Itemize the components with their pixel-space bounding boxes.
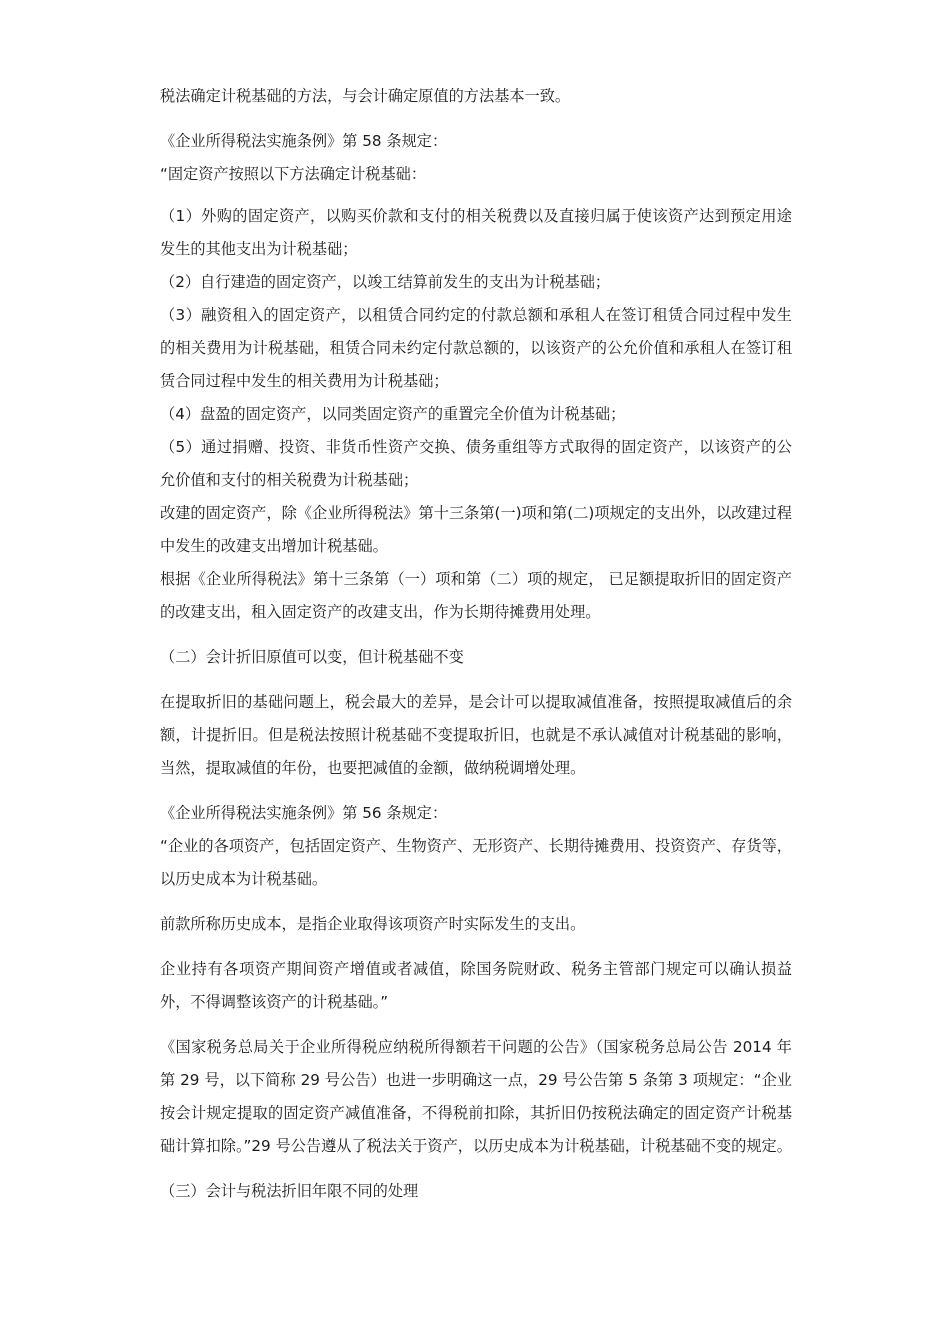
paragraph-12: 《企业所得税法实施条例》第 56 条规定： bbox=[160, 804, 448, 822]
spacer bbox=[160, 896, 792, 908]
paragraph-3: （1）外购的固定资产，以购买价款和支付的相关税费以及直接归属于使该资产达到预定用途发生的其他支出为计税基础； bbox=[160, 207, 792, 258]
document-body bbox=[160, 80, 792, 1208]
spacer bbox=[160, 674, 792, 686]
paragraph-14: 前款所称历史成本，是指企业取得该项资产时实际发生的支出。 bbox=[160, 915, 586, 933]
paragraph-5: （3）融资租入的固定资产，以租赁合同约定的付款总额和承租人在签订租赁合同过程中发生的相关费用为计税基础，租赁合同未约定付款总额的，以该资产的公允价值和承租人在签订租赁合同过程中发生的相关费用为计税基础； bbox=[160, 306, 792, 390]
paragraph-1: 《企业所得税法实施条例》第 58 条规定： bbox=[160, 132, 448, 150]
paragraph-9: 根据《企业所得税法》第十三条第（一）项和第（二）项的规定， 已足额提取折旧的固定资产的改建支出，租入固定资产的改建支出，作为长期待摊费用处理。 bbox=[160, 570, 792, 621]
section-heading-3: （三）会计与税法折旧年限不同的处理 bbox=[160, 1182, 419, 1200]
spacer bbox=[160, 941, 792, 953]
spacer bbox=[160, 113, 792, 125]
spacer bbox=[160, 191, 792, 200]
paragraph-8: 改建的固定资产，除《企业所得税法》第十三条第(一)项和第(二)项规定的支出外，以改建过程中发生的改建支出增加计税基础。 bbox=[160, 504, 792, 555]
paragraph-0: 税法确定计税基础的方法，与会计确定原值的方法基本一致。 bbox=[160, 87, 571, 105]
paragraph-16: 《国家税务总局关于企业所得税应纳税所得额若干问题的公告》（国家税务总局公告 2014 年第 29 号，以下简称 29 号公告）也进一步明确这一点，29 号公告第 5 条第 3 项规定：“企业按会计规定提取的固定资产减值准备，不得税前扣除，其折旧仍按税法确定的固定资产计税基础计算扣除。”29 号公告遵从了税法关于资产，以历史成本为计税基础，计税基础不变的规定。 bbox=[160, 1038, 792, 1155]
spacer bbox=[160, 629, 792, 641]
paragraph-11: 在提取折旧的基础问题上，税会最大的差异，是会计可以提取减值准备，按照提取减值后的余额，计提折旧。但是税法按照计税基础不变提取折旧，也就是不承认减值对计税基础的影响，当然，提取减值的年份，也要把减值的金额，做纳税调增处理。 bbox=[160, 693, 792, 777]
paragraph-4: （2）自行建造的固定资产，以竣工结算前发生的支出为计税基础； bbox=[160, 273, 611, 291]
paragraph-13: “企业的各项资产，包括固定资产、生物资产、无形资产、长期待摊费用、投资资产、存货等，以历史成本为计税基础。 bbox=[160, 837, 792, 888]
paragraph-6: （4）盘盈的固定资产，以同类固定资产的重置完全价值为计税基础； bbox=[160, 405, 626, 423]
paragraph-7: （5）通过捐赠、投资、非货币性资产交换、债务重组等方式取得的固定资产，以该资产的公允价值和支付的相关税费为计税基础； bbox=[160, 438, 792, 489]
spacer bbox=[160, 785, 792, 797]
spacer bbox=[160, 1163, 792, 1175]
paragraph-2: “固定资产按照以下方法确定计税基础： bbox=[160, 165, 427, 183]
section-heading-2: （二）会计折旧原值可以变，但计税基础不变 bbox=[160, 648, 464, 666]
spacer bbox=[160, 1019, 792, 1031]
paragraph-15: 企业持有各项资产期间资产增值或者减值，除国务院财政、税务主管部门规定可以确认损益外，不得调整该资产的计税基础。” bbox=[160, 960, 792, 1011]
